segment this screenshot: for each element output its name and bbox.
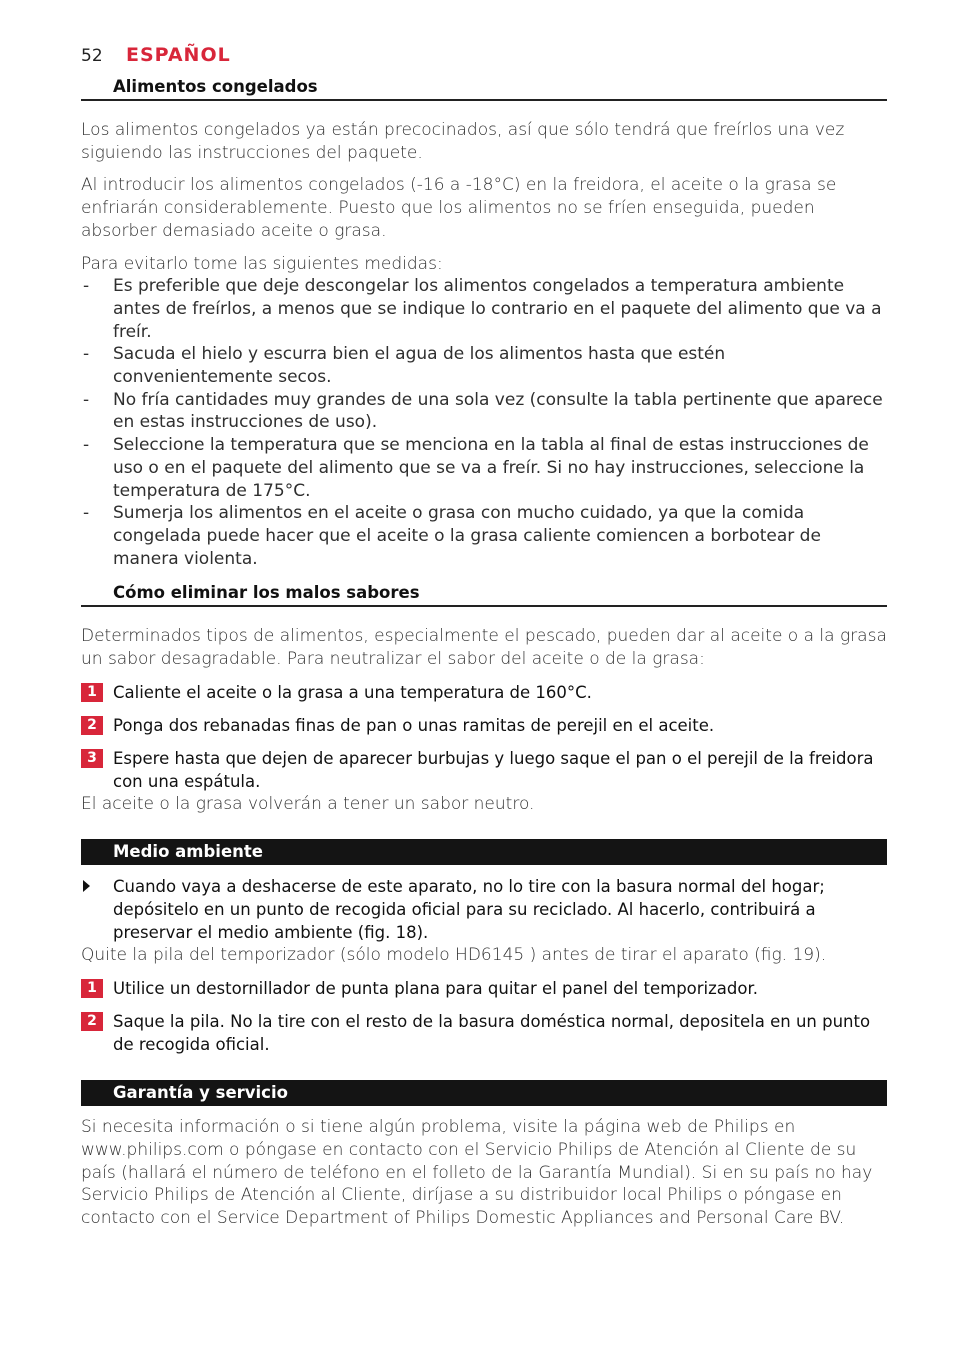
bullet-triangle-icon [83, 880, 90, 892]
section-title-flavors: Cómo eliminar los malos sabores [81, 580, 887, 607]
frozen-measures-list [81, 275, 887, 570]
section-title-environment: Medio ambiente [81, 839, 887, 865]
flavors-step-1: 1 Caliente el aceite o la grasa a una temperatura de 160°C. [81, 681, 887, 704]
environment-bullet: Cuando vaya a deshacerse de este aparato, no lo tire con la basura normal del hogar; depósitelo en un punto de recogida oficial para su reciclado. Al hacerlo, contribuirá a preservar el medio ambiente (fig. 18). [81, 875, 887, 944]
step-number-badge: 1 [81, 683, 103, 702]
flavors-outro: El aceite o la grasa volverán a tener un sabor neutro. [81, 793, 535, 814]
page-number: 52 [81, 46, 103, 66]
language-label: ESPAÑOL [126, 44, 231, 66]
flavors-step-3: 3 Espere hasta que dejen de aparecer burbujas y luego saque el pan o el perejil de la freidora con una espátula. [81, 747, 887, 793]
section-title-warranty: Garantía y servicio [81, 1080, 887, 1106]
list-item: - No fría cantidades muy grandes de una sola vez (consulte la tabla pertinente que aparece en estas instrucciones de uso). [83, 389, 883, 433]
list-item: - Sumerja los alimentos en el aceite o grasa con mucho cuidado, ya que la comida congelada puede hacer que el aceite o la grasa caliente comiencen a borbotear de manera violenta. [83, 503, 821, 569]
environment-step-2: 2 Saque la pila. No la tire con el resto de la basura doméstica normal, depositela en un punto de recogida oficial. [81, 1010, 887, 1056]
frozen-paragraph-3: Para evitarlo tome las siguientes medidas: [81, 253, 443, 274]
list-item: - Es preferible que deje descongelar los alimentos congelados a temperatura ambiente antes de freírlos, a menos que se indique lo contrario en el paquete del alimento que va a freír. [83, 276, 882, 342]
section-title-frozen: Alimentos congelados [81, 74, 887, 101]
step-number-badge: 2 [81, 716, 103, 735]
step-number-badge: 3 [81, 749, 103, 768]
step-number-badge: 2 [81, 1012, 103, 1031]
environment-step-1: 1 Utilice un destornillador de punta plana para quitar el panel del temporizador. [81, 977, 887, 1000]
flavors-step-2: 2 Ponga dos rebanadas finas de pan o unas ramitas de perejil en el aceite. [81, 714, 887, 737]
flavors-intro: Determinados tipos de alimentos, especialmente el pescado, pueden dar al aceite o a la grasa un sabor desagradable. Para neutralizar el sabor del aceite o de la grasa: [81, 626, 887, 670]
list-item: - Sacuda el hielo y escurra bien el agua de los alimentos hasta que estén convenientemente secos. [83, 344, 726, 388]
step-number-badge: 1 [81, 979, 103, 998]
frozen-paragraph-1: Los alimentos congelados ya están precocinados, así que sólo tendrá que freírlos una vez siguiendo las instrucciones del paquete. [81, 120, 845, 163]
warranty-text: Si necesita información o si tiene algún problema, visite la página web de Philips en www.philips.com o póngase en contacto con el Servicio Philips de Atención al Cliente de su país (hallará el número de teléfono en el folleto de la Garantía Mundial). Si en su país no hay Servicio Philips de Atención al Cliente, diríjase a su distribuidor local Philips o póngase en contacto con el Service Department of Philips Domestic Appliances and Personal Care BV. [81, 1117, 873, 1228]
page-header [81, 44, 887, 74]
list-item: - Seleccione la temperatura que se menciona en la tabla al final de estas instrucciones de uso o en el paquete del alimento que se va a freír. Si no hay instrucciones, seleccione la temperatura de 175°C. [83, 435, 869, 501]
frozen-paragraph-2: Al introducir los alimentos congelados (-16 a -18°C) en la freidora, el aceite o la grasa se enfriarán considerablemente. Puesto que los alimentos no se fríen enseguida, pueden absorber demasiado aceite o grasa. [81, 175, 837, 241]
page [81, 44, 887, 1230]
environment-note: Quite la pila del temporizador (sólo modelo HD6145 ) antes de tirar el aparato (fig. 19). [81, 945, 827, 966]
